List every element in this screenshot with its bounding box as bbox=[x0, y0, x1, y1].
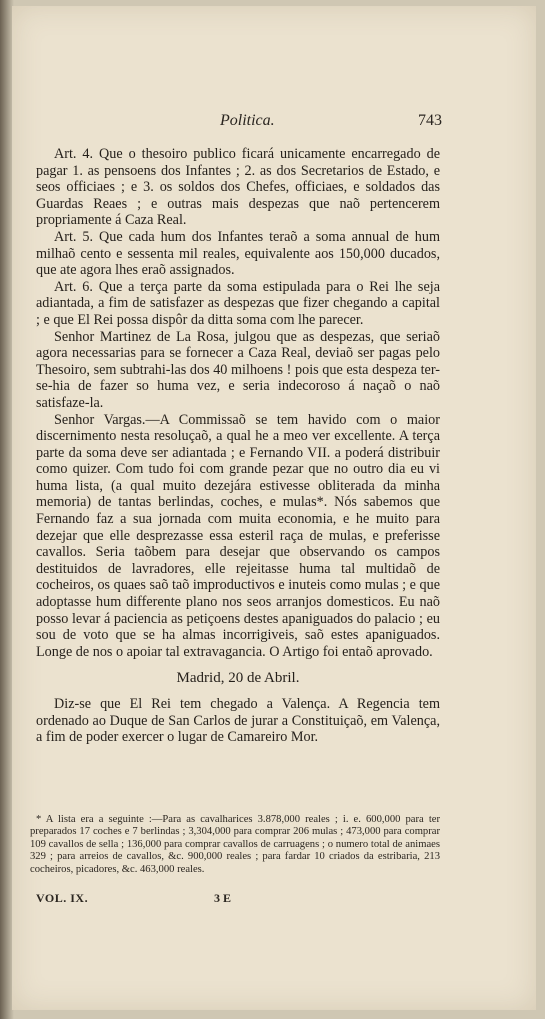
footnote bbox=[30, 814, 440, 876]
dateline: Madrid, 20 de Abril. bbox=[176, 670, 300, 687]
paragraph-vargas: Senhor Vargas.—A Commissaõ se tem havido com o maior discernimento nesta resoluçaõ, a qual he a meo ver excellente. A terça parte da soma deve ser adiantada ; e Fernando VII. a poderá distribuir como quizer. Com tudo foi com grande pezar que no outro dia eu vi huma lista, (a qual muito dezejára estivesse obliterada da minha memoria) de tantas berlindas, coches, e mulas*. Nós sabemos que Fernando faz a sua jornada com muita economia, e he muito para dezejar que elle desprezasse essa esteril raça de mulas, e preferisse cavallos. Seria taõbem para desejar que observando os campos destituidos de lavradores, elle rejeitasse huma tal multidaõ de cocheiros, os quaes saõ taõ improductivos e inuteis como mulas ; e que adoptasse hum differente plano nos seos arranjos domesticos. Eu naõ posso levar á paciencia as petiçoens destes apaniguados do palacio ; eu sou de voto que se ha almas incorrigiveis, saõ estes apaniguados. Longe de nos o apoiar tal extravagancia. O Artigo foi entaõ aprovado. bbox=[36, 411, 440, 660]
paragraph-art-5: Art. 5. Que cada hum dos Infantes teraõ a soma annual de hum milhaõ cento e sessenta mil reales, equivalente aos 150,000 ducados, que ate agora lhes eraõ assignados. bbox=[36, 228, 440, 279]
paragraph-art-6: Art. 6. Que a terça parte da soma estipulada para o Rei lhe seja adiantada, a fim de satisfazer as despezas que fizer chegando a capital ; e que El Rei possa dispôr da ditta soma com lhe parecer. bbox=[36, 278, 440, 328]
main-text bbox=[36, 146, 440, 746]
paragraph-valenca: Diz-se que El Rei tem chegado a Valença. A Regencia tem ordenado ao Duque de San Carlos de jurar a Constituiçaõ, em Valença, a fim de poder exercer o lugar de Camareiro Mor. bbox=[36, 696, 440, 746]
footnote-text: * A lista era a seguinte :—Para as cavalharices 3.878,000 reales ; i. e. 600,000 para ter preparados 17 coches e 7 berlindas ; 3,304,000 para comprar 206 mulas ; 473,000 para comprar 109 cavallos de sella ; 136,000 para comprar cavallos de carruagens ; o numero total de animaes 329 ; para arreios de cavallos, &c. 900,000 reales ; para fardar 10 criados da estribaria, 213 cocheiros, picadores, &c. 463,000 reales. bbox=[30, 814, 440, 875]
paragraph-martinez: Senhor Martinez de La Rosa, julgou que as despezas, que seriaõ agora necessarias para se fornecer a Caza Real, deviaõ ser pagas pelo Thesoiro, sem subtrahi-las dos 40 milhoens ! pois que esta despeza ter-se-hia de fazer so huma vez, e seria indecoroso á naçaõ o naõ satisfaze-la. bbox=[36, 328, 440, 411]
running-header bbox=[50, 112, 442, 134]
volume-mark: VOL. IX. bbox=[36, 891, 89, 905]
gathering-mark: 3 E bbox=[214, 891, 232, 905]
signature-line bbox=[36, 891, 440, 907]
paragraph-art-4: Art. 4. Que o thesoiro publico ficará unicamente encarregado de pagar 1. as pensoens dos Infantes ; 2. as dos Secretarios de Estado, e seos officiaes ; e 3. os soldos dos Chefes, officiaes, e soldados das Guardas Reaes ; e outras mais despezas que naõ pertencerem propriamente á Caza Real. bbox=[36, 146, 440, 229]
page-number: 743 bbox=[418, 112, 442, 129]
running-title: Politica. bbox=[220, 112, 275, 129]
